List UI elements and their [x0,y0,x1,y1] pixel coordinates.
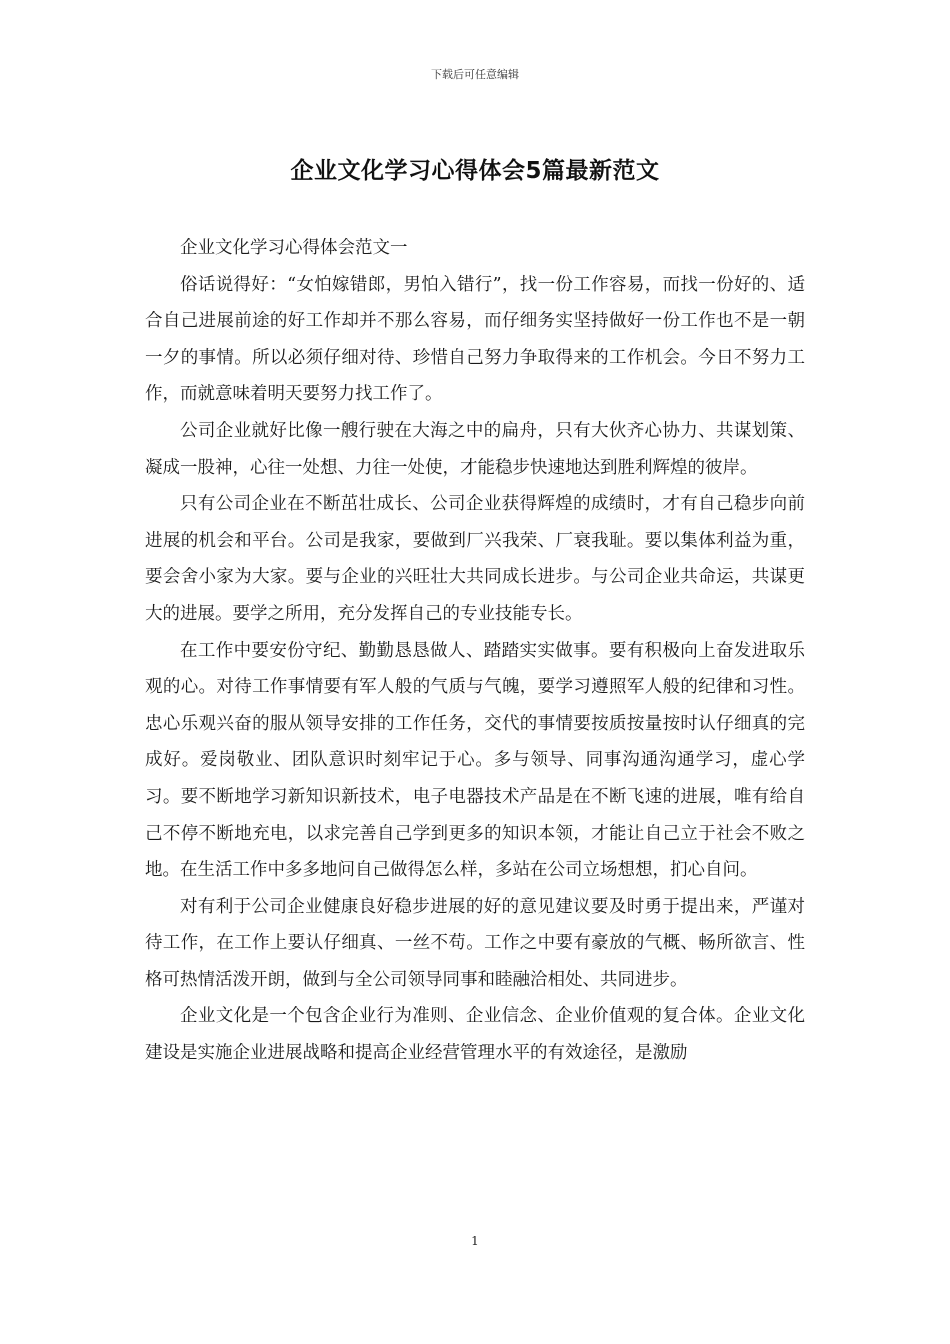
paragraph: 俗话说得好：“女怕嫁错郎，男怕入错行”，找一份工作容易，而找一份好的、适合自己进展前途的好工作却并不那么容易，而仔细务实坚持做好一份工作也不是一朝一夕的事情。所以必须仔细对待、珍惜自己努力争取得来的工作机会。今日不努力工作，而就意味着明天要努力找工作了。 [145,274,805,405]
document-body [145,230,805,1072]
paragraph: 企业文化是一个包含企业行为准则、企业信念、企业价值观的复合体。企业文化建设是实施企业进展战略和提高企业经营管理水平的有效途径，是激励 [145,1006,805,1064]
page-number: 1 [471,1234,479,1248]
section-heading: 企业文化学习心得体会范文一 [180,238,408,258]
header-note: 下载后可任意编辑 [431,68,519,81]
document-title: 企业文化学习心得体会5篇最新范文 [290,158,660,184]
paragraph: 在工作中要安份守纪、勤勤恳恳做人、踏踏实实做事。要有积极向上奋发进取乐观的心。对待工作事情要有军人般的气质与气魄，要学习遵照军人般的纪律和习性。忠心乐观兴奋的服从领导安排的工作任务，交代的事情要按质按量按时认仔细真的完成好。爱岗敬业、团队意识时刻牢记于心。多与领导、同事沟通沟通学习，虚心学习。要不断地学习新知识新技术，电子电器技术产品是在不断飞速的进展，唯有给自己不停不断地充电，以求完善自己学到更多的知识本领，才能让自己立于社会不败之地。在生活工作中多多地问自己做得怎么样，多站在公司立场想想，扪心自问。 [145,640,805,881]
paragraph: 公司企业就好比像一艘行驶在大海之中的扁舟，只有大伙齐心协力、共谋划策、凝成一股神，心往一处想、力往一处使，才能稳步快速地达到胜利辉煌的彼岸。 [145,420,805,478]
paragraph: 只有公司企业在不断茁壮成长、公司企业获得辉煌的成绩时，才有自己稳步向前进展的机会和平台。公司是我家，要做到厂兴我荣、厂衰我耻。要以集体利益为重，要会舍小家为大家。要与企业的兴旺壮大共同成长进步。与公司企业共命运，共谋更大的进展。要学之所用，充分发挥自己的专业技能专长。 [145,494,805,624]
paragraph: 对有利于公司企业健康良好稳步进展的好的意见建议要及时勇于提出来，严谨对待工作，在工作上要认仔细真、一丝不苟。工作之中要有豪放的气概、畅所欲言、性格可热情活泼开朗，做到与全公司领导同事和睦融洽相处、共同进步。 [145,896,805,990]
